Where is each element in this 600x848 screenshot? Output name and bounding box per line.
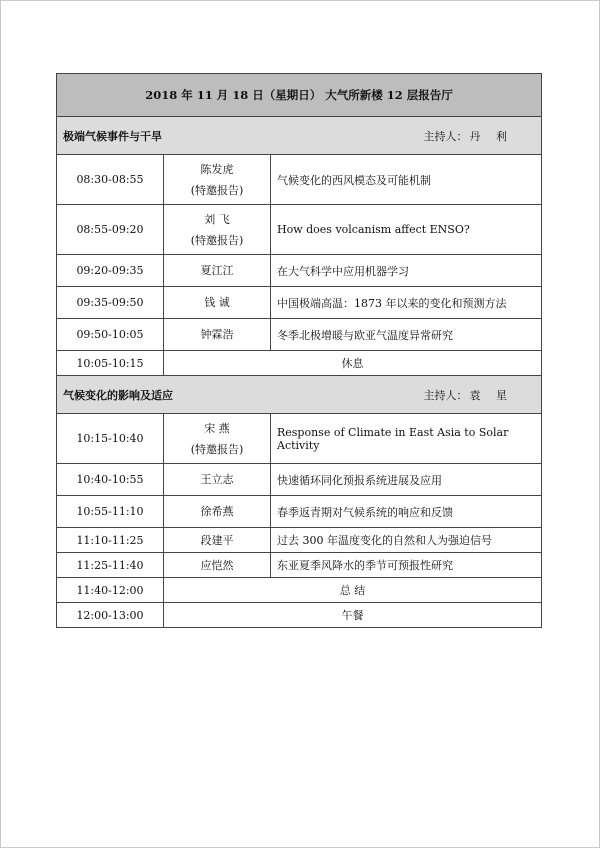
talk-title: How does volcanism affect ENSO? [271,205,542,255]
host-name: 丹 利 [469,129,514,143]
talk-time: 09:20-09:35 [57,255,164,287]
talk-row [57,496,542,528]
session-title: 极端气候事件与干旱 [63,129,162,143]
talk-speaker: 应恺然 [164,553,271,578]
title-row [57,74,542,117]
talk-speaker: 徐希燕 [164,496,271,528]
lunch-label: 午餐 [164,603,542,628]
talk-speaker: 王立志 [164,464,271,496]
talk-speaker: 钟霖浩 [164,319,271,351]
schedule-table [56,73,542,628]
talk-row [57,155,542,205]
talk-title: 冬季北极增暖与欧亚气温度异常研究 [271,319,542,351]
talk-speaker: 段建平 [164,528,271,553]
speaker-note: (特邀报告) [190,442,244,456]
lunch-time: 12:00-13:00 [57,603,164,628]
talk-time: 08:30-08:55 [57,155,164,205]
talk-title: 中国极端高温：1873 年以来的变化和预测方法 [271,287,542,319]
talk-row [57,319,542,351]
talk-speaker: 夏江江 [164,255,271,287]
speaker-name: 宋 燕 [204,421,230,435]
talk-title: 快速循环同化预报系统进展及应用 [271,464,542,496]
host-label: 主持人： [423,129,468,143]
speaker-name: 陈发虎 [200,162,234,176]
talk-title: 过去 300 年温度变化的自然和人为强迫信号 [271,528,542,553]
talk-speaker [164,155,271,205]
host-name: 袁 星 [469,388,514,402]
talk-time: 11:25-11:40 [57,553,164,578]
speaker-note: (特邀报告) [190,183,244,197]
talk-speaker [164,205,271,255]
break-row [57,351,542,376]
talk-row [57,528,542,553]
closing-time: 11:40-12:00 [57,578,164,603]
talk-time: 10:15-10:40 [57,414,164,464]
talk-time: 09:35-09:50 [57,287,164,319]
talk-title: 在大气科学中应用机器学习 [271,255,542,287]
talk-time: 09:50-10:05 [57,319,164,351]
speaker-name: 刘 飞 [204,212,230,226]
closing-row [57,578,542,603]
break-time: 10:05-10:15 [57,351,164,376]
talk-row [57,414,542,464]
talk-time: 11:10-11:25 [57,528,164,553]
break-label: 休息 [164,351,542,376]
talk-time: 08:55-09:20 [57,205,164,255]
session-title: 气候变化的影响及适应 [63,388,173,402]
speaker-note: (特邀报告) [190,233,244,247]
lunch-row [57,603,542,628]
talk-row [57,553,542,578]
talk-speaker: 钱 诚 [164,287,271,319]
talk-row [57,205,542,255]
session-host [424,128,514,144]
session-header [57,117,542,155]
talk-title: 东亚夏季风降水的季节可预报性研究 [271,553,542,578]
talk-title: Response of Climate in East Asia to Solar Activity [271,414,542,464]
host-label: 主持人： [423,388,468,402]
talk-time: 10:40-10:55 [57,464,164,496]
talk-speaker [164,414,271,464]
talk-title: 气候变化的西风模态及可能机制 [271,155,542,205]
talk-time: 10:55-11:10 [57,496,164,528]
session-host [424,387,514,403]
talk-row [57,464,542,496]
closing-label: 总 结 [164,578,542,603]
schedule-title: 2018 年 11 月 18 日（星期日） 大气所新楼 12 层报告厅 [57,74,542,117]
talk-row [57,255,542,287]
session-header [57,376,542,414]
talk-row [57,287,542,319]
talk-title: 春季返青期对气候系统的响应和反馈 [271,496,542,528]
